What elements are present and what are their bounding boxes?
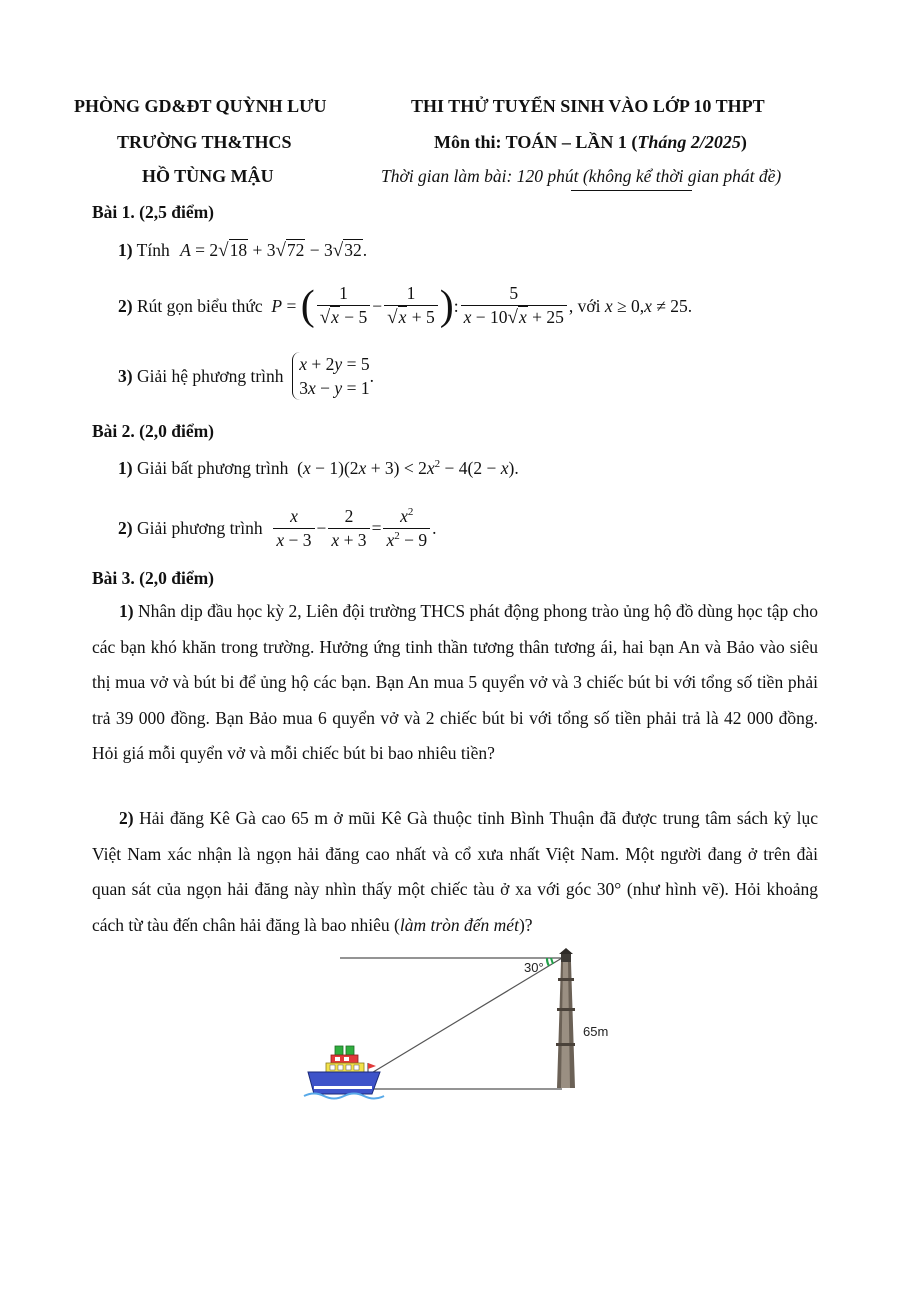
exam-subject: Môn thi: TOÁN – LẦN 1 (Tháng 2/2025) <box>434 132 747 152</box>
header-underline <box>571 190 692 191</box>
angle-mark <box>551 958 553 964</box>
exam-title: THI THỬ TUYỂN SINH VÀO LỚP 10 THPT <box>411 96 765 116</box>
lighthouse-icon <box>556 948 575 1088</box>
bai3-question-2: 2) Hải đăng Kê Gà cao 65 m ở mũi Kê Gà thuộc tỉnh Bình Thuận đã được trung tâm sách kỷ lục Việt Nam xác nhận là ngọn hải đăng cao nhất và cổ xưa nhất Việt Nam. Một người đang ở trên đài quan sát của ngọn hải đăng này nhìn thấy một chiếc tàu ở xa với góc 30° (như hình vẽ). Hỏi khoảng cách từ tàu đến chân hải đăng là bao nhiêu (làm tròn đến mét)? <box>92 808 818 935</box>
section-title-bai2: Bài 2. (2,0 điểm) <box>92 421 215 441</box>
bai1-question-1: 1) Tính A = 2√18 + 3√72 − 3√32. <box>118 240 368 261</box>
bai2-question-1: 1) Giải bất phương trình $(x - 1)(2x + 3) < 2x^2 - 4(2 - x)$. <box>118 458 519 478</box>
school-name-line1: TRƯỜNG TH&THCS <box>117 132 292 152</box>
line-of-sight <box>350 958 562 1086</box>
bai1-question-3: 3) Giải hệ phương trình x + 2y = 5 3x − y = 1 . <box>118 354 374 398</box>
exam-duration: Thời gian làm bài: 120 phút (không kể thời gian phát đề) <box>381 166 782 186</box>
angle-label: 30° <box>524 960 544 975</box>
bai1-question-2: 2) Rút gọn biểu thức P = ( $\frac{1}{√x - 5}$ − $\frac{1}{√x + 5}$ ) : $\frac{5}{x - 10√x + 25}$ , với x ≥ 0, x ≠ 25. <box>118 283 693 329</box>
ship-icon <box>304 1046 384 1099</box>
section-title-bai3: Bài 3. (2,0 điểm) <box>92 568 215 588</box>
angle-arc <box>547 958 549 966</box>
school-name-line2: HỒ TÙNG MẬU <box>142 166 274 186</box>
school-department: PHÒNG GD&ĐT QUỲNH LƯU <box>74 96 327 116</box>
height-label: 65m <box>583 1024 609 1039</box>
bai2-question-2: 2) Giải phương trình $\frac{x}{x - 3}$ − $\frac{2}{x + 3}$ = $\frac{x^2}{x^2 - 9}$ . <box>118 505 437 550</box>
section-title-bai1: Bài 1. (2,5 điểm) <box>92 202 215 222</box>
bai3-question-1: 1) Nhân dịp đầu học kỳ 2, Liên đội trường THCS phát động phong trào ủng hộ đồ dùng học tập cho các bạn khó khăn trong trường. Hưởng ứng tinh thần tương thân tương ái, hai bạn An và Bảo vào siêu thị mua vở và bút bi để ủng hộ các bạn. Bạn An mua 5 quyển vở và 3 chiếc bút bi với tổng số tiền phải trả 39 000 đồng. Bạn Bảo mua 6 quyển vở và 2 chiếc bút bi với tổng số tiền phải trả là 42 000 đồng. Hỏi giá mỗi quyển vở và mỗi chiếc bút bi bao nhiêu tiền? <box>92 601 818 763</box>
lighthouse-figure <box>300 948 620 1106</box>
